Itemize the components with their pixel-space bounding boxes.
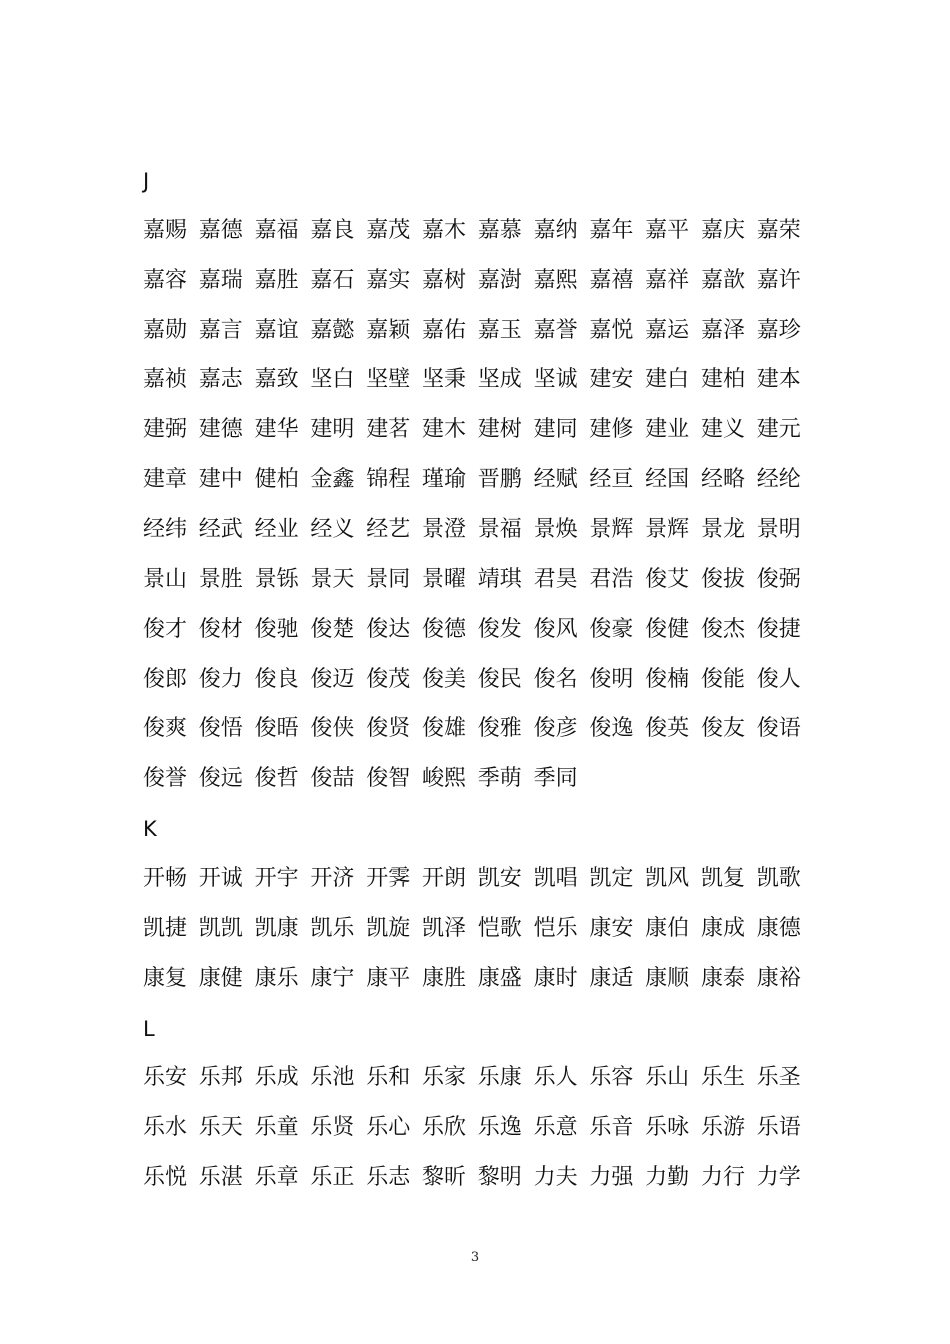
- name-entry: 康复: [143, 965, 188, 991]
- name-entry: 季萌: [477, 766, 522, 792]
- name-entry: 景明: [756, 517, 801, 542]
- name-row: [143, 463, 813, 497]
- name-entry: 嘉誉: [533, 317, 578, 343]
- name-entry: 嘉实: [366, 267, 411, 293]
- name-row: [143, 862, 813, 896]
- name-entry: 君昊: [533, 566, 578, 592]
- name-entry: 嘉祯: [143, 367, 188, 393]
- name-entry: 坚秉: [421, 367, 466, 393]
- name-entry: 乐康: [477, 1065, 522, 1091]
- name-entry: 黎昕: [421, 1165, 466, 1190]
- name-entry: 康德: [756, 915, 801, 941]
- name-entry: 景福: [477, 517, 522, 542]
- name-entry: 乐咏: [645, 1115, 690, 1141]
- name-entry: 嘉荣: [756, 217, 801, 243]
- name-entry: 嘉熙: [533, 267, 578, 293]
- name-entry: 乐水: [143, 1115, 188, 1141]
- name-entry: 景铄: [254, 566, 299, 592]
- name-row: [143, 264, 813, 298]
- name-entry: 嘉木: [421, 217, 466, 243]
- name-entry: 俊雄: [421, 716, 466, 742]
- name-entry: 经赋: [533, 467, 578, 493]
- name-entry: 康安: [589, 915, 634, 941]
- name-entry: 嘉慕: [477, 217, 522, 243]
- name-entry: 乐心: [366, 1115, 411, 1141]
- name-row: [143, 563, 813, 597]
- name-entry: 建白: [645, 367, 690, 393]
- name-entry: 凯泽: [421, 915, 466, 941]
- name-entry: 经国: [645, 467, 690, 493]
- name-entry: 俊誉: [143, 766, 188, 792]
- name-entry: 建修: [589, 417, 634, 443]
- section-letter: K: [143, 817, 157, 842]
- name-entry: 乐语: [756, 1115, 801, 1141]
- name-entry: 凯风: [645, 865, 690, 891]
- name-entry: 景焕: [533, 517, 578, 542]
- name-entry: 俊郎: [143, 666, 188, 692]
- name-entry: 建华: [254, 417, 299, 443]
- name-entry: 乐章: [254, 1165, 299, 1190]
- name-row: [143, 363, 813, 397]
- name-entry: 俊迈: [310, 666, 355, 692]
- name-row: [143, 712, 813, 746]
- name-entry: 开济: [310, 865, 355, 891]
- name-entry: 俊贤: [366, 716, 411, 742]
- name-entry: 建章: [143, 467, 188, 493]
- name-entry: 恺乐: [533, 915, 578, 941]
- name-entry: 乐意: [533, 1115, 578, 1141]
- name-entry: 俊拔: [700, 566, 745, 592]
- name-entry: 建同: [533, 417, 578, 443]
- name-entry: 俊英: [645, 716, 690, 742]
- name-entry: 坚白: [310, 367, 355, 393]
- name-entry: 康顺: [645, 965, 690, 991]
- name-entry: 恺歌: [477, 915, 522, 941]
- name-entry: 凯捷: [143, 915, 188, 941]
- name-entry: 俊美: [421, 666, 466, 692]
- name-entry: 建业: [645, 417, 690, 443]
- name-entry: 峻熙: [421, 766, 466, 792]
- name-entry: 俊豪: [589, 616, 634, 642]
- name-entry: 嘉言: [198, 317, 243, 343]
- name-entry: 嘉平: [645, 217, 690, 243]
- name-entry: 俊杰: [700, 616, 745, 642]
- name-entry: 俊健: [645, 616, 690, 642]
- name-entry: 乐童: [254, 1115, 299, 1141]
- name-entry: 康泰: [700, 965, 745, 991]
- name-entry: 俊发: [477, 616, 522, 642]
- name-entry: 康健: [198, 965, 243, 991]
- name-entry: 乐生: [700, 1065, 745, 1091]
- name-row: [143, 314, 813, 348]
- name-entry: 建木: [421, 417, 466, 443]
- name-entry: 建茗: [366, 417, 411, 443]
- name-row: [143, 1111, 813, 1145]
- name-entry: 乐天: [198, 1115, 243, 1141]
- name-entry: 黎明: [477, 1165, 522, 1190]
- name-entry: 嘉志: [198, 367, 243, 393]
- name-entry: 康平: [366, 965, 411, 991]
- name-entry: 嘉容: [143, 267, 188, 293]
- name-entry: 乐圣: [756, 1065, 801, 1091]
- name-entry: 经略: [700, 467, 745, 493]
- name-entry: 坚诚: [533, 367, 578, 393]
- page-number: 3: [470, 1250, 480, 1265]
- name-entry: 俊力: [198, 666, 243, 692]
- name-entry: 开诚: [198, 865, 243, 891]
- name-entry: 俊智: [366, 766, 411, 792]
- name-entry: 景曜: [421, 566, 466, 592]
- name-entry: 坚成: [477, 367, 522, 393]
- name-entry: 建树: [477, 417, 522, 443]
- name-entry: 开宇: [254, 865, 299, 891]
- name-entry: 景天: [310, 566, 355, 592]
- name-entry: 康时: [533, 965, 578, 991]
- name-entry: 俊悟: [198, 716, 243, 742]
- name-row: [143, 413, 813, 447]
- name-entry: 俊才: [143, 616, 188, 642]
- name-entry: 瑾瑜: [421, 467, 466, 493]
- name-entry: 靖琪: [477, 566, 522, 592]
- name-entry: 康适: [589, 965, 634, 991]
- name-entry: 嘉庆: [700, 217, 745, 243]
- name-entry: 康伯: [645, 915, 690, 941]
- name-entry: 嘉树: [421, 267, 466, 293]
- name-entry: 俊远: [198, 766, 243, 792]
- name-entry: 经义: [310, 517, 355, 542]
- name-entry: 俊侠: [310, 716, 355, 742]
- name-entry: 经纶: [756, 467, 801, 493]
- name-entry: 俊人: [756, 666, 801, 692]
- name-entry: 建中: [198, 467, 243, 493]
- name-entry: 经亘: [589, 467, 634, 493]
- name-entry: 俊德: [421, 616, 466, 642]
- name-entry: 俊达: [366, 616, 411, 642]
- name-entry: 景龙: [700, 517, 745, 542]
- name-entry: 乐悦: [143, 1165, 188, 1190]
- name-entry: 俊雅: [477, 716, 522, 742]
- name-entry: 开畅: [143, 865, 188, 891]
- name-row: [143, 912, 813, 946]
- name-entry: 君浩: [589, 566, 634, 592]
- name-entry: 俊喆: [310, 766, 355, 792]
- name-entry: 景山: [143, 566, 188, 592]
- name-entry: 晋鹏: [477, 467, 522, 493]
- name-entry: 嘉珍: [756, 317, 801, 343]
- name-entry: 经纬: [143, 517, 188, 542]
- name-entry: 乐邦: [198, 1065, 243, 1091]
- name-entry: 力行: [700, 1165, 745, 1190]
- name-entry: 凯乐: [310, 915, 355, 941]
- name-entry: 乐志: [366, 1165, 411, 1190]
- name-entry: 嘉年: [589, 217, 634, 243]
- name-entry: 俊楠: [645, 666, 690, 692]
- name-entry: 凯康: [254, 915, 299, 941]
- name-entry: 嘉谊: [254, 317, 299, 343]
- name-entry: 嘉懿: [310, 317, 355, 343]
- name-entry: 康裕: [756, 965, 801, 991]
- name-entry: 乐欣: [421, 1115, 466, 1141]
- name-entry: 乐逸: [477, 1115, 522, 1141]
- name-entry: 俊材: [198, 616, 243, 642]
- name-entry: 嘉祥: [645, 267, 690, 293]
- name-entry: 康盛: [477, 965, 522, 991]
- name-entry: 乐贤: [310, 1115, 355, 1141]
- name-entry: 建德: [198, 417, 243, 443]
- name-entry: 乐人: [533, 1065, 578, 1091]
- section-letter: L: [143, 1016, 155, 1041]
- name-entry: 力勤: [645, 1165, 690, 1190]
- name-entry: 乐游: [700, 1115, 745, 1141]
- name-entry: 凯歌: [756, 865, 801, 891]
- name-entry: 凯定: [589, 865, 634, 891]
- name-row: [143, 962, 813, 996]
- name-entry: 建柏: [700, 367, 745, 393]
- name-entry: 俊彦: [533, 716, 578, 742]
- name-entry: 金鑫: [310, 467, 355, 493]
- name-entry: 乐成: [254, 1065, 299, 1091]
- name-entry: 凯凯: [198, 915, 243, 941]
- name-entry: 景辉: [589, 517, 634, 542]
- name-entry: 俊艾: [645, 566, 690, 592]
- name-entry: 力学: [756, 1165, 801, 1190]
- name-entry: 建义: [700, 417, 745, 443]
- name-entry: 嘉歆: [700, 267, 745, 293]
- name-entry: 嘉纳: [533, 217, 578, 243]
- name-entry: 乐音: [589, 1115, 634, 1141]
- name-entry: 嘉致: [254, 367, 299, 393]
- name-entry: 嘉泽: [700, 317, 745, 343]
- name-entry: 嘉悦: [589, 317, 634, 343]
- name-entry: 开朗: [421, 865, 466, 891]
- name-entry: 康成: [700, 915, 745, 941]
- name-entry: 景同: [366, 566, 411, 592]
- name-entry: 嘉运: [645, 317, 690, 343]
- name-entry: 俊民: [477, 666, 522, 692]
- name-entry: 凯唱: [533, 865, 578, 891]
- name-entry: 锦程: [366, 467, 411, 493]
- name-entry: 俊良: [254, 666, 299, 692]
- name-entry: 嘉瑞: [198, 267, 243, 293]
- name-entry: 俊楚: [310, 616, 355, 642]
- name-entry: 乐湛: [198, 1165, 243, 1190]
- name-entry: 俊爽: [143, 716, 188, 742]
- name-entry: 俊捷: [756, 616, 801, 642]
- name-entry: 景澄: [421, 517, 466, 542]
- name-row: [143, 513, 813, 547]
- name-entry: 嘉许: [756, 267, 801, 293]
- name-entry: 俊逸: [589, 716, 634, 742]
- name-entry: 嘉颖: [366, 317, 411, 343]
- name-entry: 乐和: [366, 1065, 411, 1091]
- name-entry: 嘉良: [310, 217, 355, 243]
- name-entry: 乐山: [645, 1065, 690, 1091]
- name-entry: 俊风: [533, 616, 578, 642]
- name-entry: 建弼: [143, 417, 188, 443]
- name-entry: 景辉: [645, 517, 690, 542]
- name-entry: 乐家: [421, 1065, 466, 1091]
- name-entry: 俊友: [700, 716, 745, 742]
- name-entry: 凯复: [700, 865, 745, 891]
- name-entry: 嘉佑: [421, 317, 466, 343]
- name-entry: 建安: [589, 367, 634, 393]
- name-entry: 健柏: [254, 467, 299, 493]
- name-entry: 俊驰: [254, 616, 299, 642]
- name-row: [143, 1061, 813, 1095]
- name-entry: 嘉胜: [254, 267, 299, 293]
- name-entry: 乐容: [589, 1065, 634, 1091]
- name-entry: 嘉福: [254, 217, 299, 243]
- name-row: [143, 613, 813, 647]
- name-entry: 康宁: [310, 965, 355, 991]
- name-entry: 嘉玉: [477, 317, 522, 343]
- name-entry: 景胜: [198, 566, 243, 592]
- name-entry: 季同: [533, 766, 578, 792]
- name-entry: 俊名: [533, 666, 578, 692]
- name-entry: 凯安: [477, 865, 522, 891]
- name-entry: 嘉石: [310, 267, 355, 293]
- name-entry: 嘉茂: [366, 217, 411, 243]
- name-entry: 康乐: [254, 965, 299, 991]
- name-entry: 经业: [254, 517, 299, 542]
- name-entry: 嘉赐: [143, 217, 188, 243]
- name-entry: 俊哲: [254, 766, 299, 792]
- name-entry: 经艺: [366, 517, 411, 542]
- name-entry: 建明: [310, 417, 355, 443]
- name-row: [143, 1161, 813, 1195]
- name-entry: 俊语: [756, 716, 801, 742]
- name-entry: 嘉禧: [589, 267, 634, 293]
- name-entry: 乐安: [143, 1065, 188, 1091]
- name-entry: 开霁: [366, 865, 411, 891]
- name-entry: 乐池: [310, 1065, 355, 1091]
- name-entry: 凯旋: [366, 915, 411, 941]
- name-entry: 嘉澍: [477, 267, 522, 293]
- name-entry: 坚壁: [366, 367, 411, 393]
- name-entry: 俊明: [589, 666, 634, 692]
- name-row: [143, 762, 589, 796]
- name-entry: 嘉勋: [143, 317, 188, 343]
- name-entry: 建元: [756, 417, 801, 443]
- name-entry: 嘉德: [198, 217, 243, 243]
- name-entry: 俊茂: [366, 666, 411, 692]
- name-entry: 俊能: [700, 666, 745, 692]
- name-entry: 力夫: [533, 1165, 578, 1190]
- section-letter: J: [143, 169, 150, 193]
- name-entry: 俊弼: [756, 566, 801, 592]
- name-row: [143, 214, 813, 248]
- name-entry: 乐正: [310, 1165, 355, 1190]
- name-entry: 经武: [198, 517, 243, 542]
- name-entry: 俊晤: [254, 716, 299, 742]
- name-row: [143, 663, 813, 697]
- name-entry: 建本: [756, 367, 801, 393]
- name-entry: 力强: [589, 1165, 634, 1190]
- name-entry: 康胜: [421, 965, 466, 991]
